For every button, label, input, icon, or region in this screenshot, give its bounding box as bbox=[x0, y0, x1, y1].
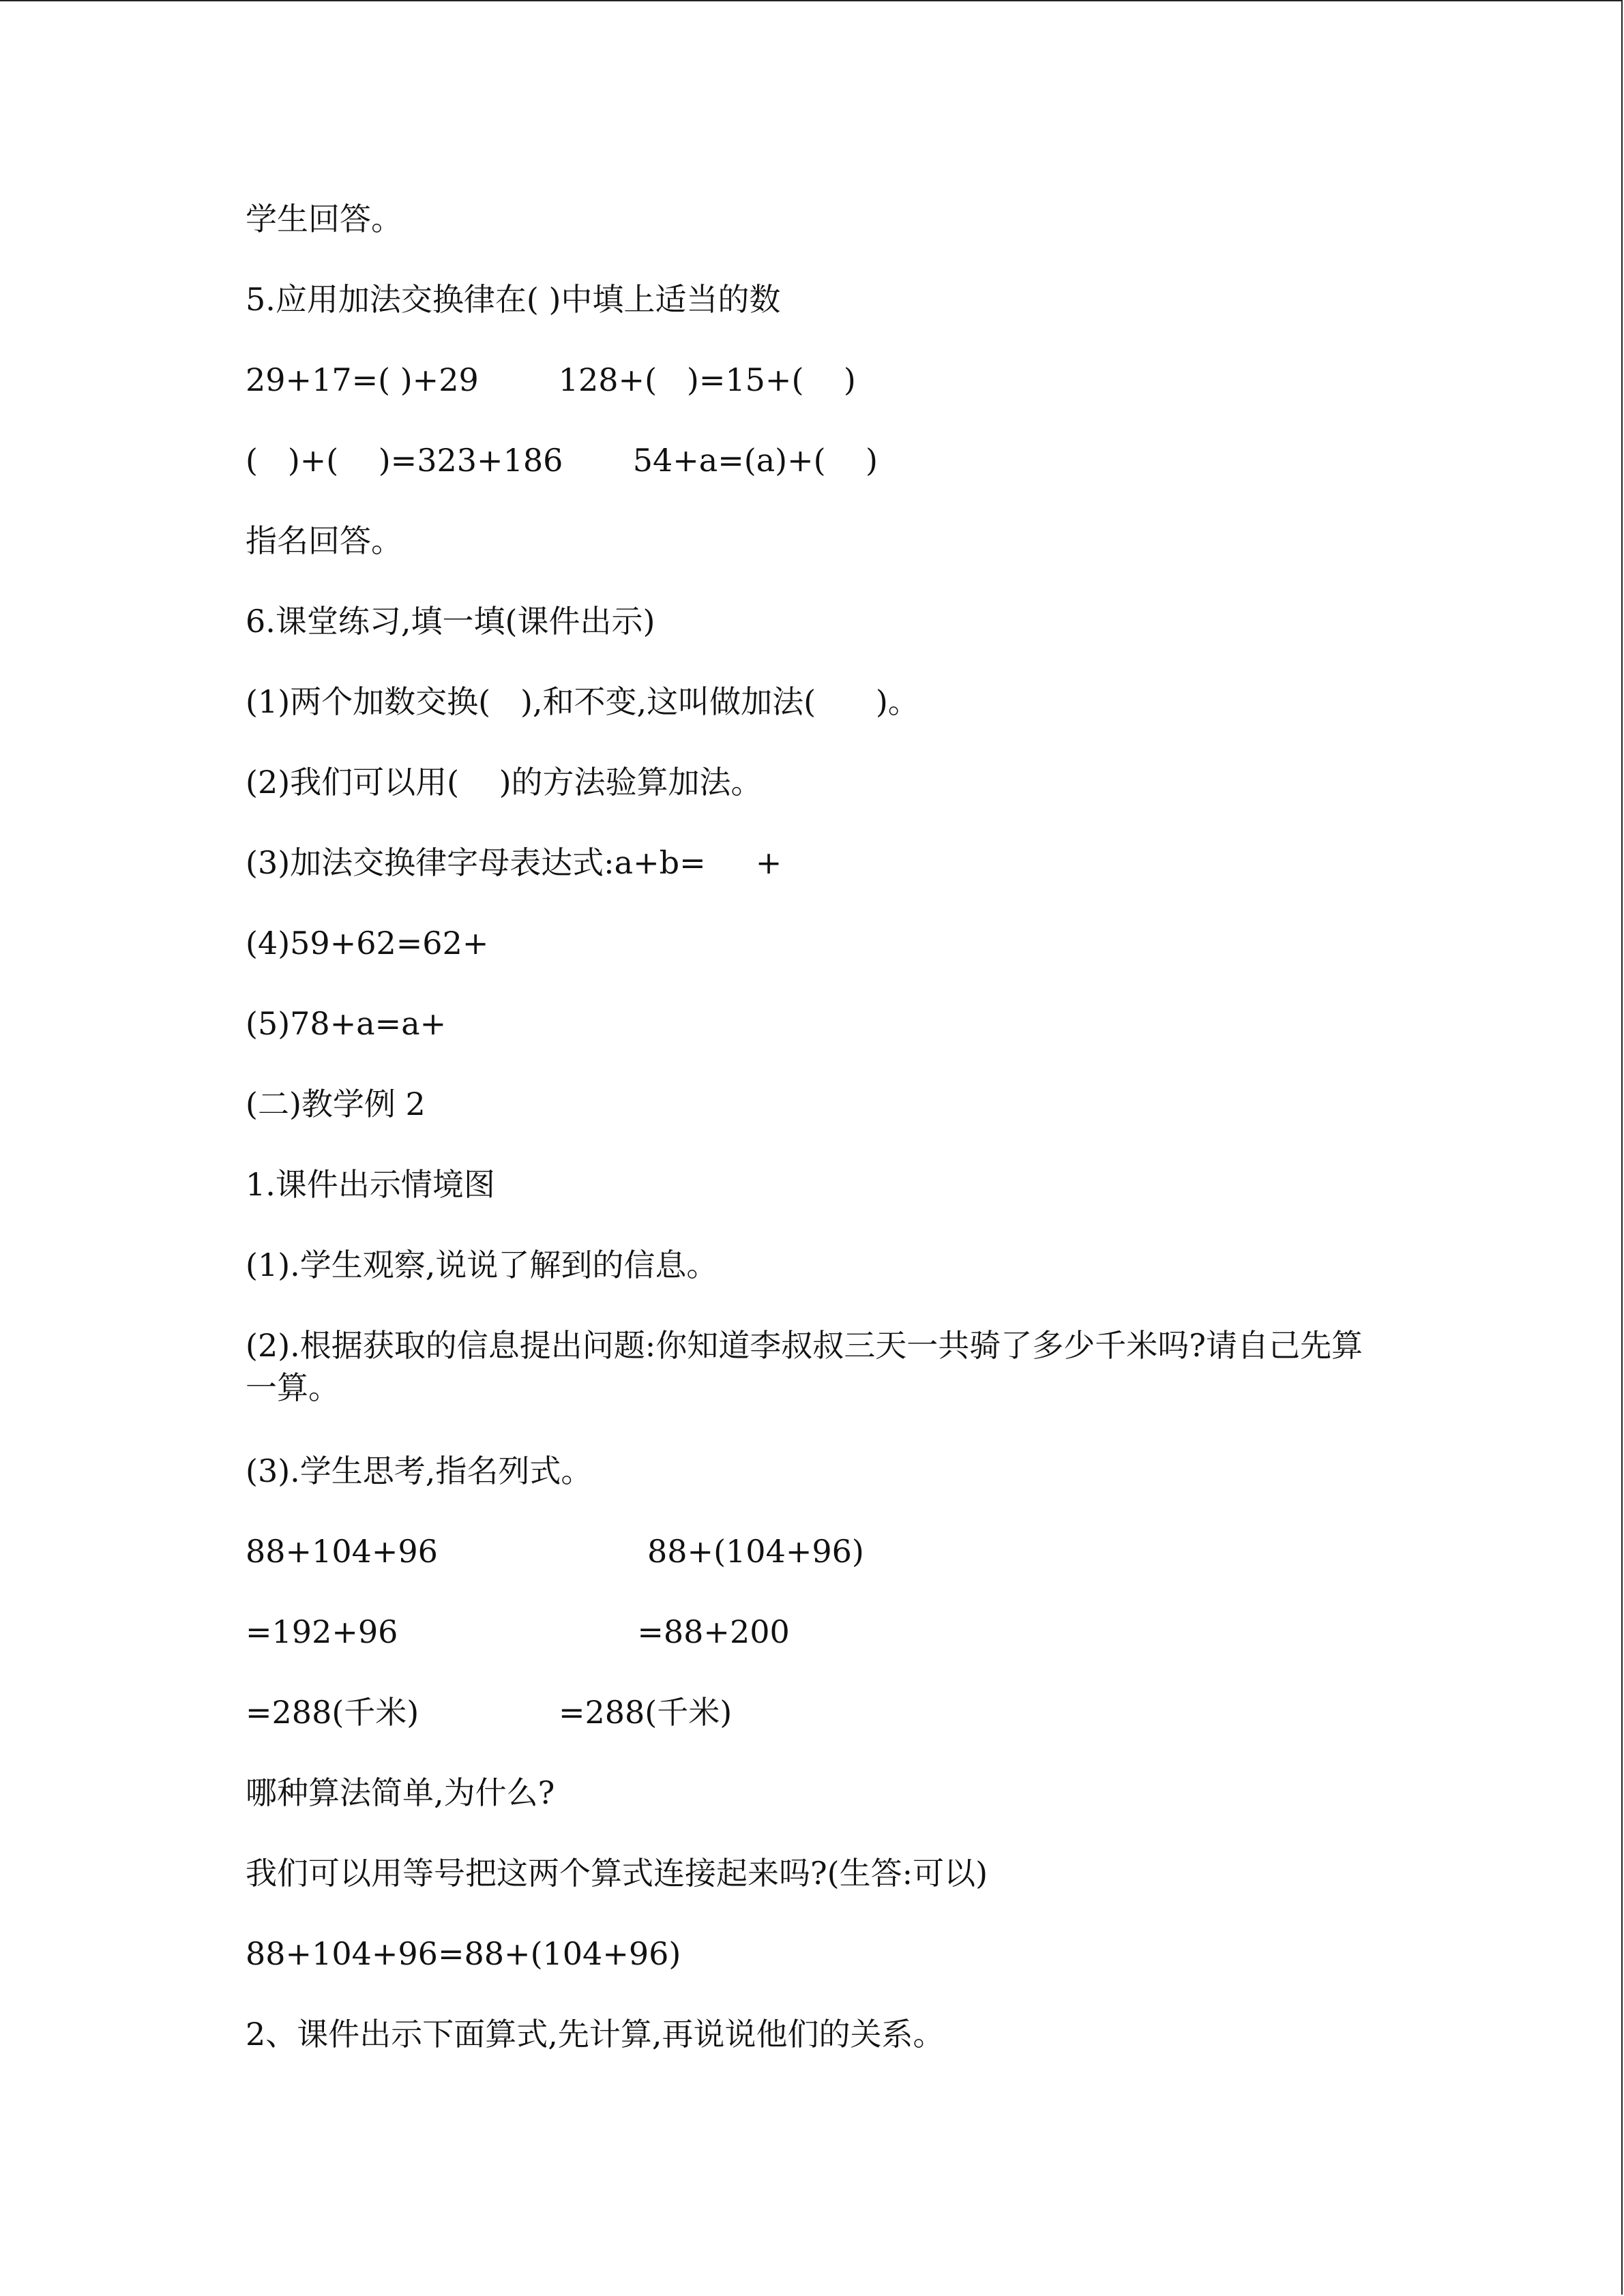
text-line: (2)我们可以用( )的方法验算加法。 bbox=[246, 764, 763, 801]
text-line: (4)59+62=62+ bbox=[246, 925, 489, 961]
text-line: =192+96 =88+200 bbox=[246, 1613, 790, 1650]
text-line: 哪种算法简单,为什么? bbox=[246, 1774, 555, 1811]
text-line: (二)教学例 2 bbox=[246, 1086, 426, 1122]
text-line: 6.课堂练习,填一填(课件出示) bbox=[246, 603, 655, 640]
text-line: 88+104+96 88+(104+96) bbox=[246, 1533, 864, 1570]
text-line: (1)两个加数交换( ),和不变,这叫做加法( )。 bbox=[246, 683, 919, 720]
text-line: =288(千米) =288(千米) bbox=[246, 1694, 733, 1731]
text-line: 88+104+96=88+(104+96) bbox=[246, 1935, 681, 1972]
text-line: 1.课件出示情境图 bbox=[246, 1166, 495, 1203]
text-line: ( )+( )=323+186 54+a=(a)+( ) bbox=[246, 442, 879, 479]
text-line: 5.应用加法交换律在( )中填上适当的数 bbox=[246, 281, 781, 318]
text-line: 2、课件出示下面算式,先计算,再说说他们的关系。 bbox=[246, 2016, 945, 2053]
text-line: (1).学生观察,说说了解到的信息。 bbox=[246, 1247, 718, 1283]
text-line: 29+17=( )+29 128+( )=15+( ) bbox=[246, 361, 856, 398]
text-line: 指名回答。 bbox=[246, 522, 402, 559]
text-line: 学生回答。 bbox=[246, 200, 402, 237]
text-line: (3)加法交换律字母表达式:a+b= + bbox=[246, 844, 782, 881]
text-line: (2).根据获取的信息提出问题:你知道李叔叔三天一共骑了多少千米吗?请自己先算一算。 bbox=[246, 1327, 1363, 1406]
text-line: (5)78+a=a+ bbox=[246, 1005, 447, 1042]
text-line: 我们可以用等号把这两个算式连接起来吗?(生答:可以) bbox=[246, 1855, 988, 1892]
text-line: (3).学生思考,指名列式。 bbox=[246, 1452, 593, 1489]
